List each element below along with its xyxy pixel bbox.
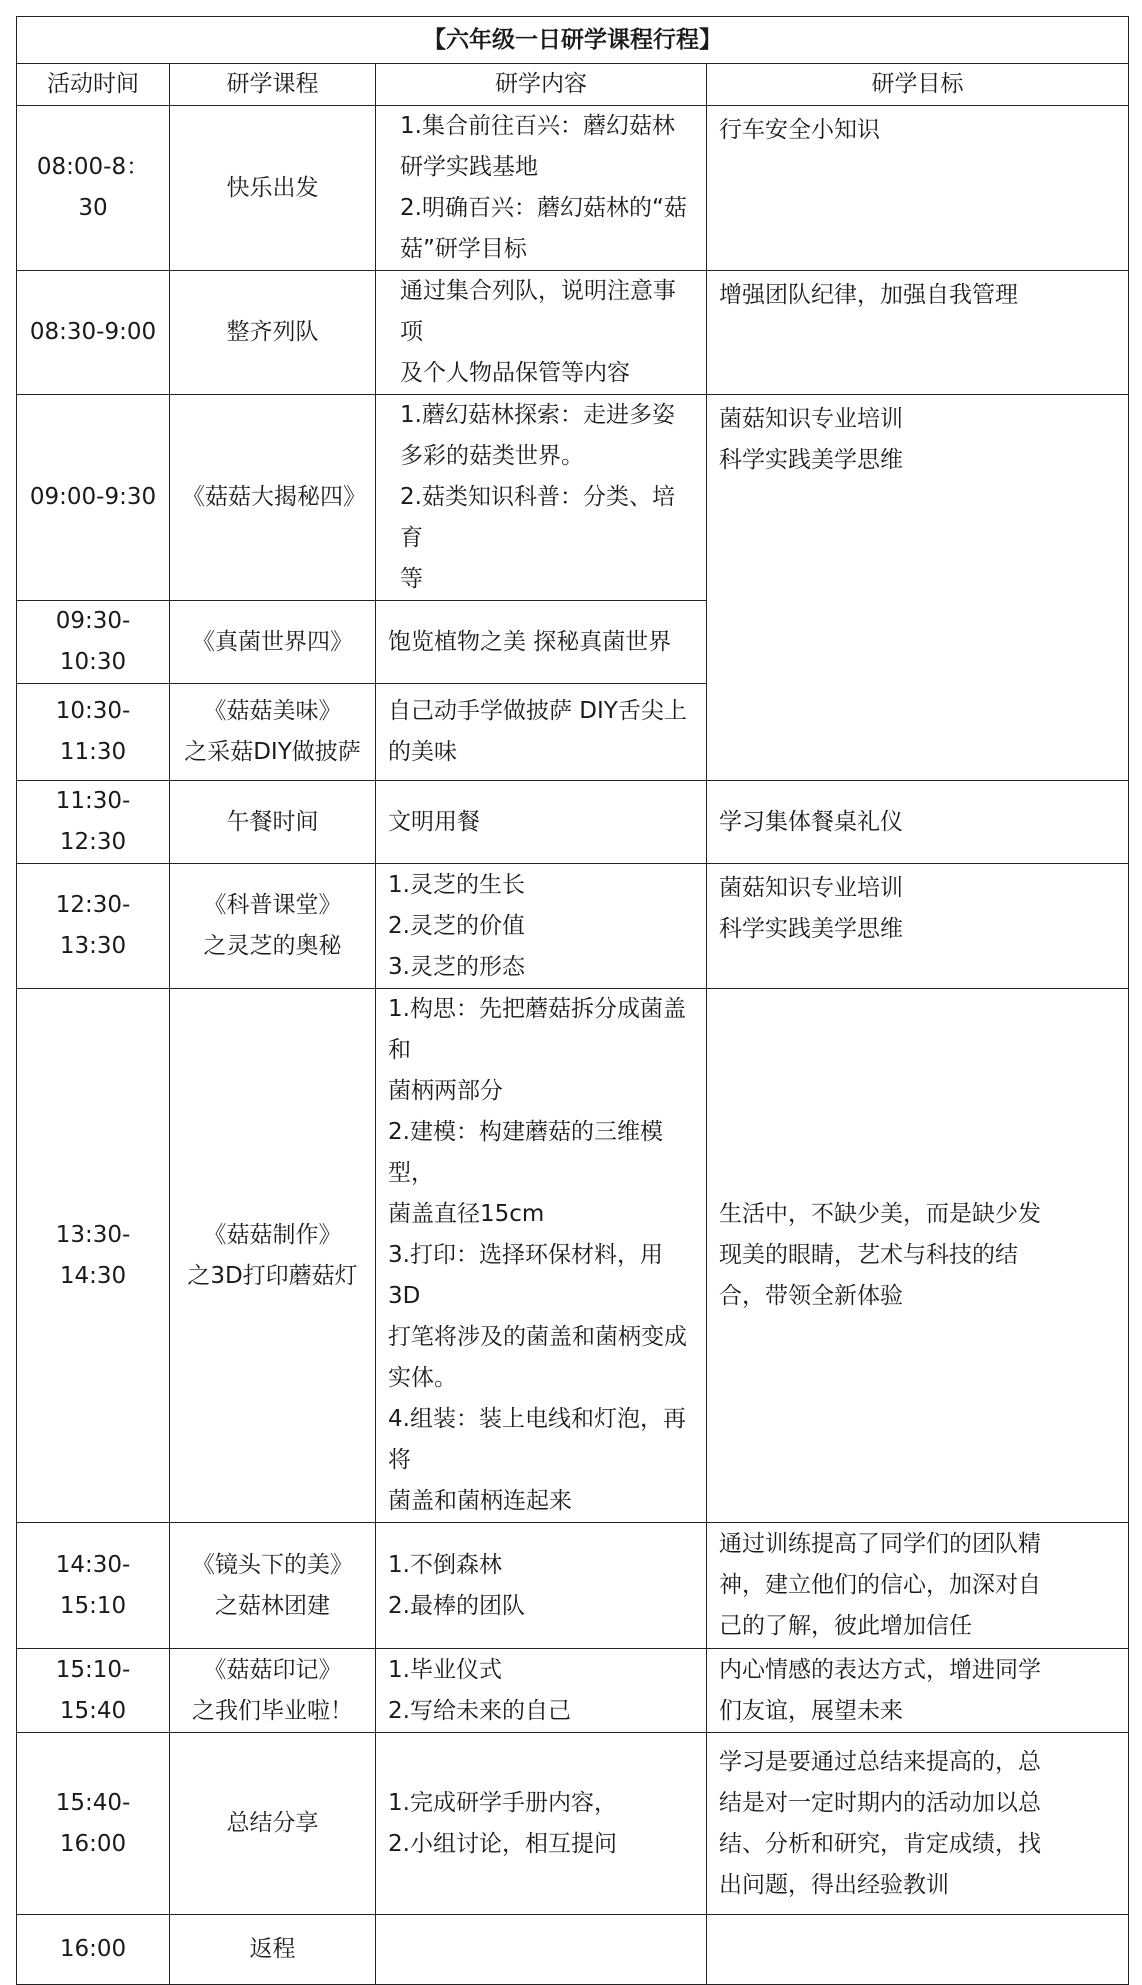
content-line: 2.菇类知识科普：分类、培育	[400, 484, 675, 551]
course-line: 午餐时间	[226, 808, 319, 835]
course-cell	[170, 601, 376, 684]
course-cell	[170, 395, 376, 601]
content-line: 打笔将涉及的菌盖和菌柄变成	[388, 1324, 687, 1350]
table-title: 【六年级一日研学课程行程】	[17, 17, 1129, 64]
goal-cell	[707, 989, 1129, 1523]
header-goal: 研学目标	[707, 64, 1129, 106]
course-cell	[170, 106, 376, 271]
table-row	[17, 1733, 1129, 1915]
goal-cell	[707, 864, 1129, 989]
content-cell	[376, 1733, 707, 1915]
goal-cell	[707, 1733, 1129, 1915]
goal-line: 学习是要通过总结来提高的，总	[719, 1748, 1041, 1775]
content-line: 3.灵芝的形态	[388, 953, 525, 980]
goal-line: 们友谊，展望未来	[719, 1697, 903, 1724]
goal-line: 菌菇知识专业培训	[719, 406, 903, 432]
header-course: 研学课程	[170, 64, 376, 106]
content-cell	[376, 395, 707, 601]
header-row	[17, 64, 1129, 106]
content-line: 1.灵芝的生长	[388, 871, 525, 898]
table-row	[17, 395, 1129, 601]
time-cell: 12:30-13:30	[17, 864, 170, 989]
course-line: 《菇菇印记》	[203, 1656, 342, 1683]
goal-line: 出问题，得出经验教训	[719, 1871, 949, 1898]
content-line: 菌盖和菌柄连起来	[388, 1488, 572, 1514]
course-cell	[170, 1649, 376, 1733]
content-cell	[376, 106, 707, 271]
content-line: 的美味	[388, 739, 457, 765]
content-cell	[376, 684, 707, 781]
header-content: 研学内容	[376, 64, 707, 106]
table-row	[17, 1523, 1129, 1649]
course-line: 《菇菇制作》	[203, 1221, 342, 1248]
course-cell	[170, 781, 376, 864]
table-row	[17, 1649, 1129, 1733]
content-line: 1.完成研学手册内容，	[388, 1789, 617, 1816]
table-row	[17, 271, 1129, 395]
goal-cell	[707, 1915, 1129, 1985]
goal-line: 现美的眼睛，艺术与科技的结	[719, 1242, 1018, 1268]
goal-line: 结是对一定时期内的活动加以总	[719, 1789, 1041, 1816]
course-cell	[170, 684, 376, 781]
content-line: 3.打印：选择环保材料，用3D	[388, 1242, 663, 1309]
content-line: 1.集合前往百兴：蘑幻菇林	[400, 113, 675, 139]
content-line: 2.写给未来的自己	[388, 1697, 571, 1724]
content-line: 多彩的菇类世界。	[400, 443, 584, 469]
course-cell	[170, 989, 376, 1523]
header-time: 活动时间	[17, 64, 170, 106]
time-cell: 15:10-15:40	[17, 1649, 170, 1733]
content-line: 1.构思：先把蘑菇拆分成菌盖和	[388, 996, 686, 1063]
time-cell: 09:00-9:30	[17, 395, 170, 601]
content-line: 菌柄两部分	[388, 1078, 503, 1104]
goal-line: 结、分析和研究，肯定成绩，找	[719, 1830, 1041, 1857]
content-line: 实体。	[388, 1365, 457, 1391]
goal-line: 菌菇知识专业培训	[719, 875, 903, 901]
content-line: 2.灵芝的价值	[388, 912, 525, 939]
course-cell	[170, 1523, 376, 1649]
content-line: 菇”研学目标	[400, 236, 527, 262]
table-row	[17, 864, 1129, 989]
time-cell: 09:30-10:30	[17, 601, 170, 684]
goal-line: 内心情感的表达方式，增进同学	[719, 1656, 1041, 1683]
content-cell	[376, 989, 707, 1523]
goal-cell	[707, 1649, 1129, 1733]
content-cell	[376, 781, 707, 864]
content-line: 1.蘑幻菇林探索：走进多姿	[400, 402, 675, 428]
goal-cell	[707, 395, 1129, 781]
goal-line: 神，建立他们的信心，加深对自	[719, 1572, 1041, 1598]
content-cell	[376, 1915, 707, 1985]
course-line: 《镜头下的美》	[192, 1551, 353, 1578]
content-line: 研学实践基地	[400, 154, 538, 180]
content-line: 文明用餐	[388, 808, 480, 835]
course-line: 《菇菇美味》	[203, 698, 342, 724]
time-cell: 15:40-16:00	[17, 1733, 170, 1915]
goal-line: 科学实践美学思维	[719, 447, 903, 473]
time-cell: 14:30-15:10	[17, 1523, 170, 1649]
course-line: 快乐出发	[226, 174, 319, 201]
goal-cell	[707, 271, 1129, 395]
table-row	[17, 989, 1129, 1523]
time-cell: 10:30-11:30	[17, 684, 170, 781]
course-line: 之菇林团建	[215, 1592, 330, 1619]
course-line: 之3D打印蘑菇灯	[187, 1262, 358, 1289]
goal-cell	[707, 781, 1129, 864]
content-line: 1.不倒森林	[388, 1551, 502, 1578]
content-cell	[376, 864, 707, 989]
content-cell	[376, 1523, 707, 1649]
table-row	[17, 1915, 1129, 1985]
content-line: 自己动手学做披萨 DIY舌尖上	[388, 698, 687, 724]
time-cell: 13:30-14:30	[17, 989, 170, 1523]
time-cell: 08:30-9:00	[17, 271, 170, 395]
course-line: 之灵芝的奥秘	[203, 933, 342, 959]
course-line: 返程	[249, 1936, 296, 1962]
course-line: 总结分享	[226, 1810, 319, 1836]
goal-line: 生活中，不缺少美，而是缺少发	[719, 1201, 1041, 1227]
course-line: 之采菇DIY做披萨	[184, 739, 361, 765]
content-cell	[376, 601, 707, 684]
content-line: 1.毕业仪式	[388, 1656, 502, 1683]
content-line: 饱览植物之美 探秘真菌世界	[388, 628, 672, 655]
content-line: 2.明确百兴：蘑幻菇林的“菇	[400, 195, 687, 221]
content-line: 2.最棒的团队	[388, 1592, 525, 1619]
content-line: 等	[400, 566, 423, 592]
course-line: 《真菌世界四》	[192, 628, 353, 655]
course-line: 之我们毕业啦！	[192, 1697, 353, 1724]
course-cell	[170, 864, 376, 989]
content-line: 4.组装：装上电线和灯泡，再将	[388, 1406, 686, 1473]
course-line: 《菇菇大揭秘四》	[182, 484, 366, 510]
content-cell	[376, 1649, 707, 1733]
content-line: 2.建模：构建蘑菇的三维模型，	[388, 1119, 663, 1186]
content-line: 2.小组讨论，相互提问	[388, 1830, 617, 1857]
goal-line: 学习集体餐桌礼仪	[719, 808, 903, 835]
itinerary-table	[16, 16, 1129, 1985]
goal-line: 己的了解，彼此增加信任	[719, 1613, 972, 1639]
course-cell	[170, 271, 376, 395]
goal-line: 行车安全小知识	[719, 117, 880, 143]
goal-line: 科学实践美学思维	[719, 916, 903, 942]
time-cell: 16:00	[17, 1915, 170, 1985]
course-cell	[170, 1733, 376, 1915]
time-cell: 11:30-12:30	[17, 781, 170, 864]
goal-line: 合，带领全新体验	[719, 1283, 903, 1309]
course-line: 《科普课堂》	[203, 892, 342, 918]
content-line: 菌盖直径15cm	[388, 1201, 545, 1227]
goal-cell	[707, 1523, 1129, 1649]
course-cell	[170, 1915, 376, 1985]
content-line: 通过集合列队，说明注意事项	[400, 278, 676, 345]
goal-line: 通过训练提高了同学们的团队精	[719, 1531, 1041, 1557]
time-cell: 08:00-8：30	[17, 106, 170, 271]
content-line: 及个人物品保管等内容	[400, 360, 630, 386]
course-line: 整齐列队	[226, 319, 319, 345]
content-cell	[376, 271, 707, 395]
goal-line: 增强团队纪律，加强自我管理	[719, 282, 1018, 308]
table-row	[17, 106, 1129, 271]
goal-cell	[707, 106, 1129, 271]
table-row	[17, 781, 1129, 864]
